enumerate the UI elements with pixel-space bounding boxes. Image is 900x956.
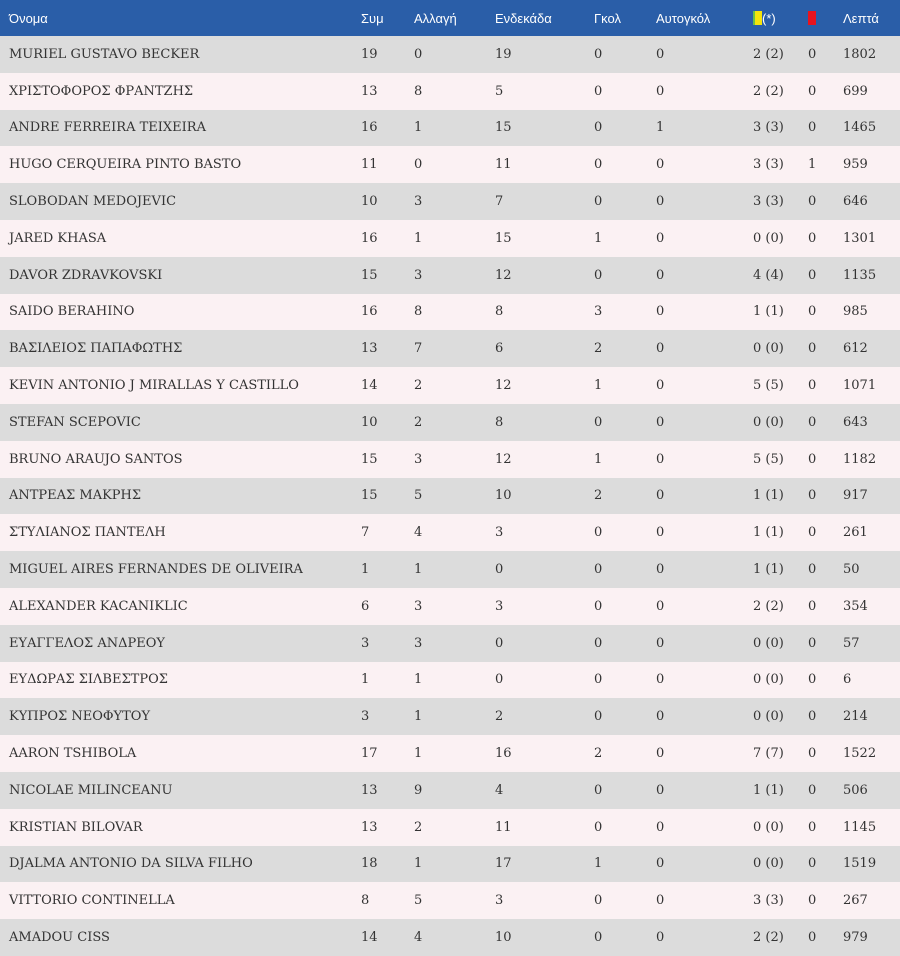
cell-name: ΧΡΙΣΤΟΦΟΡΟΣ ΦΡΑΝΤΖΗΣ xyxy=(9,83,194,99)
table-row xyxy=(0,478,900,515)
cell-own-goals: 0 xyxy=(656,341,665,357)
cell-goals: 1 xyxy=(594,230,603,246)
cell-subs: 2 xyxy=(414,414,423,430)
cell-goals: 3 xyxy=(594,304,603,320)
cell-subs: 9 xyxy=(414,782,423,798)
cell-red-cards: 0 xyxy=(808,672,817,688)
cell-starts: 0 xyxy=(495,635,504,651)
cell-yellow-cards: 2 (2) xyxy=(753,930,784,946)
table-row xyxy=(0,146,900,183)
cell-yellow-cards: 3 (3) xyxy=(753,157,784,173)
cell-goals: 0 xyxy=(594,525,603,541)
cell-red-cards: 0 xyxy=(808,856,817,872)
cell-own-goals: 0 xyxy=(656,893,665,909)
cell-own-goals: 0 xyxy=(656,819,665,835)
cell-own-goals: 1 xyxy=(656,120,665,136)
cell-name: KEVIN ANTONIO J MIRALLAS Y CASTILLO xyxy=(9,378,299,394)
cell-red-cards: 0 xyxy=(808,562,817,578)
cell-minutes: 354 xyxy=(843,598,868,614)
cell-red-cards: 0 xyxy=(808,598,817,614)
cell-own-goals: 0 xyxy=(656,672,665,688)
cell-apps: 14 xyxy=(361,378,378,394)
column-header-apps[interactable]: Συμ xyxy=(361,10,384,26)
cell-own-goals: 0 xyxy=(656,709,665,725)
cell-own-goals: 0 xyxy=(656,562,665,578)
cell-starts: 10 xyxy=(495,930,512,946)
cell-yellow-cards: 1 (1) xyxy=(753,782,784,798)
cell-yellow-cards: 5 (5) xyxy=(753,378,784,394)
cell-apps: 8 xyxy=(361,893,370,909)
cell-minutes: 612 xyxy=(843,341,868,357)
cell-starts: 15 xyxy=(495,120,512,136)
cell-goals: 2 xyxy=(594,341,603,357)
cell-red-cards: 0 xyxy=(808,120,817,136)
cell-goals: 0 xyxy=(594,562,603,578)
cell-apps: 11 xyxy=(361,157,378,173)
table-row xyxy=(0,441,900,478)
cell-apps: 10 xyxy=(361,194,378,210)
cell-goals: 0 xyxy=(594,46,603,62)
cell-minutes: 214 xyxy=(843,709,868,725)
cell-subs: 7 xyxy=(414,341,423,357)
table-row xyxy=(0,846,900,883)
cell-minutes: 959 xyxy=(843,157,868,173)
cell-goals: 0 xyxy=(594,930,603,946)
column-header-own-goals[interactable]: Αυτογκόλ xyxy=(656,10,711,26)
cell-minutes: 1465 xyxy=(843,120,877,136)
cell-red-cards: 0 xyxy=(808,414,817,430)
cell-starts: 4 xyxy=(495,782,504,798)
cell-apps: 13 xyxy=(361,782,378,798)
cell-yellow-cards: 5 (5) xyxy=(753,451,784,467)
cell-starts: 10 xyxy=(495,488,512,504)
column-header-yellow-cards[interactable] xyxy=(753,0,808,36)
cell-starts: 0 xyxy=(495,672,504,688)
cell-name: HUGO CERQUEIRA PINTO BASTO xyxy=(9,157,242,173)
cell-starts: 8 xyxy=(495,414,504,430)
cell-minutes: 1182 xyxy=(843,451,877,467)
cell-minutes: 917 xyxy=(843,488,868,504)
yellow-header-suffix: (*) xyxy=(762,10,776,26)
cell-own-goals: 0 xyxy=(656,157,665,173)
cell-name: AMADOU CISS xyxy=(9,930,110,946)
cell-apps: 15 xyxy=(361,488,378,504)
cell-minutes: 1519 xyxy=(843,856,877,872)
cell-goals: 0 xyxy=(594,819,603,835)
cell-subs: 4 xyxy=(414,930,423,946)
cell-name: KRISTIAN BILOVAR xyxy=(9,819,143,835)
table-row xyxy=(0,514,900,551)
table-row xyxy=(0,404,900,441)
red-card-icon xyxy=(808,11,816,25)
cell-red-cards: 0 xyxy=(808,230,817,246)
cell-starts: 15 xyxy=(495,230,512,246)
table-row xyxy=(0,294,900,331)
table-row xyxy=(0,809,900,846)
table-row xyxy=(0,110,900,147)
cell-own-goals: 0 xyxy=(656,525,665,541)
cell-yellow-cards: 1 (1) xyxy=(753,525,784,541)
cell-red-cards: 0 xyxy=(808,451,817,467)
cell-minutes: 1301 xyxy=(843,230,877,246)
cell-goals: 0 xyxy=(594,782,603,798)
table-body xyxy=(0,36,900,956)
cell-subs: 1 xyxy=(414,120,423,136)
table-header xyxy=(0,0,900,36)
cell-starts: 7 xyxy=(495,194,504,210)
cell-red-cards: 0 xyxy=(808,709,817,725)
cell-yellow-cards: 0 (0) xyxy=(753,635,784,651)
cell-red-cards: 0 xyxy=(808,267,817,283)
cell-subs: 0 xyxy=(414,157,423,173)
cell-own-goals: 0 xyxy=(656,746,665,762)
cell-subs: 1 xyxy=(414,746,423,762)
cell-starts: 19 xyxy=(495,46,512,62)
table-row xyxy=(0,588,900,625)
cell-red-cards: 1 xyxy=(808,157,817,173)
cell-goals: 0 xyxy=(594,120,603,136)
cell-yellow-cards: 2 (2) xyxy=(753,83,784,99)
table-row xyxy=(0,220,900,257)
cell-apps: 19 xyxy=(361,46,378,62)
cell-own-goals: 0 xyxy=(656,488,665,504)
cell-own-goals: 0 xyxy=(656,856,665,872)
cell-goals: 0 xyxy=(594,672,603,688)
cell-subs: 1 xyxy=(414,230,423,246)
cell-own-goals: 0 xyxy=(656,304,665,320)
cell-name: ALEXANDER KACANIKLIC xyxy=(9,598,188,614)
cell-red-cards: 0 xyxy=(808,488,817,504)
cell-subs: 8 xyxy=(414,83,423,99)
cell-own-goals: 0 xyxy=(656,378,665,394)
cell-starts: 5 xyxy=(495,83,504,99)
cell-name: DAVOR ZDRAVKOVSKI xyxy=(9,267,163,283)
cell-minutes: 1802 xyxy=(843,46,877,62)
cell-subs: 8 xyxy=(414,304,423,320)
cell-minutes: 57 xyxy=(843,635,860,651)
cell-goals: 1 xyxy=(594,451,603,467)
cell-yellow-cards: 1 (1) xyxy=(753,562,784,578)
cell-name: MURIEL GUSTAVO BECKER xyxy=(9,46,200,62)
cell-red-cards: 0 xyxy=(808,930,817,946)
cell-name: DJALMA ANTONIO DA SILVA FILHO xyxy=(9,856,253,872)
cell-red-cards: 0 xyxy=(808,304,817,320)
cell-name: ANDRE FERREIRA TEIXEIRA xyxy=(9,120,206,136)
table-row xyxy=(0,73,900,110)
cell-red-cards: 0 xyxy=(808,341,817,357)
cell-own-goals: 0 xyxy=(656,930,665,946)
cell-yellow-cards: 2 (2) xyxy=(753,598,784,614)
cell-own-goals: 0 xyxy=(656,451,665,467)
column-header-minutes[interactable]: Λεπτά xyxy=(843,10,879,26)
cell-red-cards: 0 xyxy=(808,83,817,99)
cell-name: ΒΑΣΙΛΕΙΟΣ ΠΑΠΑΦΩΤΗΣ xyxy=(9,341,183,357)
cell-goals: 0 xyxy=(594,83,603,99)
yellow-card-icon xyxy=(753,11,762,25)
cell-apps: 3 xyxy=(361,635,370,651)
table-row xyxy=(0,882,900,919)
cell-red-cards: 0 xyxy=(808,893,817,909)
cell-subs: 1 xyxy=(414,856,423,872)
cell-apps: 13 xyxy=(361,819,378,835)
cell-apps: 15 xyxy=(361,451,378,467)
cell-yellow-cards: 1 (1) xyxy=(753,488,784,504)
cell-red-cards: 0 xyxy=(808,746,817,762)
cell-apps: 16 xyxy=(361,120,378,136)
cell-goals: 0 xyxy=(594,267,603,283)
cell-yellow-cards: 2 (2) xyxy=(753,46,784,62)
cell-apps: 17 xyxy=(361,746,378,762)
cell-starts: 12 xyxy=(495,267,512,283)
cell-name: BRUNO ARAUJO SANTOS xyxy=(9,451,183,467)
cell-yellow-cards: 7 (7) xyxy=(753,746,784,762)
cell-apps: 7 xyxy=(361,525,370,541)
cell-apps: 16 xyxy=(361,304,378,320)
cell-yellow-cards: 3 (3) xyxy=(753,893,784,909)
cell-minutes: 643 xyxy=(843,414,868,430)
table-row xyxy=(0,772,900,809)
cell-name: ΕΥΔΩΡΑΣ ΣΙΛΒΕΣΤΡΟΣ xyxy=(9,672,168,688)
cell-goals: 2 xyxy=(594,746,603,762)
cell-goals: 0 xyxy=(594,635,603,651)
cell-starts: 16 xyxy=(495,746,512,762)
cell-subs: 3 xyxy=(414,635,423,651)
table-row xyxy=(0,625,900,662)
cell-name: ΚΥΠΡΟΣ ΝΕΟΦΥΤΟΥ xyxy=(9,709,151,725)
cell-minutes: 985 xyxy=(843,304,868,320)
cell-starts: 11 xyxy=(495,157,512,173)
column-header-subs[interactable]: Αλλαγή xyxy=(414,10,457,26)
cell-subs: 0 xyxy=(414,46,423,62)
cell-apps: 13 xyxy=(361,341,378,357)
cell-subs: 2 xyxy=(414,378,423,394)
cell-yellow-cards: 3 (3) xyxy=(753,194,784,210)
table-row xyxy=(0,551,900,588)
table-row xyxy=(0,36,900,73)
cell-own-goals: 0 xyxy=(656,267,665,283)
cell-name: SAIDO BERAHINO xyxy=(9,304,135,320)
cell-minutes: 261 xyxy=(843,525,868,541)
cell-minutes: 1522 xyxy=(843,746,877,762)
cell-yellow-cards: 0 (0) xyxy=(753,819,784,835)
column-header-starts[interactable]: Ενδεκάδα xyxy=(495,10,552,26)
cell-minutes: 50 xyxy=(843,562,860,578)
cell-name: ΑΝΤΡΕΑΣ ΜΑΚΡΗΣ xyxy=(9,488,142,504)
cell-starts: 3 xyxy=(495,525,504,541)
cell-starts: 0 xyxy=(495,562,504,578)
cell-name: ΕΥΑΓΓΕΛΟΣ ΑΝΔΡΕΟΥ xyxy=(9,635,165,651)
cell-apps: 10 xyxy=(361,414,378,430)
cell-goals: 2 xyxy=(594,488,603,504)
cell-apps: 18 xyxy=(361,856,378,872)
cell-own-goals: 0 xyxy=(656,194,665,210)
cell-minutes: 979 xyxy=(843,930,868,946)
cell-starts: 3 xyxy=(495,598,504,614)
cell-minutes: 1135 xyxy=(843,267,877,283)
cell-yellow-cards: 0 (0) xyxy=(753,230,784,246)
cell-subs: 1 xyxy=(414,562,423,578)
cell-starts: 6 xyxy=(495,341,504,357)
cell-red-cards: 0 xyxy=(808,378,817,394)
cell-goals: 1 xyxy=(594,378,603,394)
cell-goals: 0 xyxy=(594,598,603,614)
table-row xyxy=(0,367,900,404)
cell-subs: 5 xyxy=(414,893,423,909)
cell-goals: 0 xyxy=(594,194,603,210)
cell-subs: 3 xyxy=(414,451,423,467)
cell-name: SLOBODAN MEDOJEVIC xyxy=(9,194,177,210)
cell-red-cards: 0 xyxy=(808,635,817,651)
cell-name: MIGUEL AIRES FERNANDES DE OLIVEIRA xyxy=(9,562,303,578)
cell-goals: 1 xyxy=(594,856,603,872)
cell-name: JARED KHASA xyxy=(9,230,107,246)
cell-yellow-cards: 1 (1) xyxy=(753,304,784,320)
cell-own-goals: 0 xyxy=(656,230,665,246)
cell-subs: 2 xyxy=(414,819,423,835)
cell-subs: 1 xyxy=(414,709,423,725)
table-row xyxy=(0,257,900,294)
cell-subs: 1 xyxy=(414,672,423,688)
cell-starts: 12 xyxy=(495,451,512,467)
cell-starts: 2 xyxy=(495,709,504,725)
cell-minutes: 699 xyxy=(843,83,868,99)
cell-red-cards: 0 xyxy=(808,194,817,210)
table-row xyxy=(0,662,900,699)
cell-apps: 13 xyxy=(361,83,378,99)
cell-minutes: 646 xyxy=(843,194,868,210)
table-row xyxy=(0,698,900,735)
cell-yellow-cards: 0 (0) xyxy=(753,672,784,688)
cell-subs: 4 xyxy=(414,525,423,541)
cell-apps: 6 xyxy=(361,598,370,614)
table-row xyxy=(0,330,900,367)
cell-minutes: 6 xyxy=(843,672,852,688)
cell-minutes: 267 xyxy=(843,893,868,909)
table-row xyxy=(0,919,900,956)
cell-starts: 17 xyxy=(495,856,512,872)
cell-yellow-cards: 4 (4) xyxy=(753,267,784,283)
cell-yellow-cards: 3 (3) xyxy=(753,120,784,136)
cell-apps: 14 xyxy=(361,930,378,946)
table-row xyxy=(0,183,900,220)
cell-goals: 0 xyxy=(594,893,603,909)
cell-yellow-cards: 0 (0) xyxy=(753,856,784,872)
cell-apps: 3 xyxy=(361,709,370,725)
cell-own-goals: 0 xyxy=(656,782,665,798)
cell-red-cards: 0 xyxy=(808,46,817,62)
cell-starts: 3 xyxy=(495,893,504,909)
cell-goals: 0 xyxy=(594,157,603,173)
cell-apps: 1 xyxy=(361,672,370,688)
cell-minutes: 1145 xyxy=(843,819,877,835)
cell-starts: 11 xyxy=(495,819,512,835)
cell-own-goals: 0 xyxy=(656,414,665,430)
cell-minutes: 506 xyxy=(843,782,868,798)
cell-yellow-cards: 0 (0) xyxy=(753,341,784,357)
cell-name: ΣΤΥΛΙΑΝΟΣ ΠΑΝΤΕΛΗ xyxy=(9,525,166,541)
column-header-goals[interactable]: Γκολ xyxy=(594,10,621,26)
cell-own-goals: 0 xyxy=(656,598,665,614)
cell-apps: 15 xyxy=(361,267,378,283)
cell-name: VITTORIO CONTINELLA xyxy=(9,893,175,909)
cell-subs: 3 xyxy=(414,598,423,614)
column-header-name[interactable]: Όνομα xyxy=(9,10,48,26)
cell-minutes: 1071 xyxy=(843,378,877,394)
cell-starts: 8 xyxy=(495,304,504,320)
cell-subs: 3 xyxy=(414,267,423,283)
cell-apps: 1 xyxy=(361,562,370,578)
cell-starts: 12 xyxy=(495,378,512,394)
cell-name: STEFAN SCEPOVIC xyxy=(9,414,141,430)
cell-yellow-cards: 0 (0) xyxy=(753,414,784,430)
header-row xyxy=(0,0,900,36)
cell-own-goals: 0 xyxy=(656,46,665,62)
cell-own-goals: 0 xyxy=(656,635,665,651)
cell-red-cards: 0 xyxy=(808,525,817,541)
cell-goals: 0 xyxy=(594,414,603,430)
cell-name: AARON TSHIBOLA xyxy=(9,746,137,762)
cell-yellow-cards: 0 (0) xyxy=(753,709,784,725)
cell-red-cards: 0 xyxy=(808,819,817,835)
cell-apps: 16 xyxy=(361,230,378,246)
column-header-red-cards[interactable] xyxy=(808,0,843,36)
cell-own-goals: 0 xyxy=(656,83,665,99)
table-row xyxy=(0,735,900,772)
cell-subs: 5 xyxy=(414,488,423,504)
cell-red-cards: 0 xyxy=(808,782,817,798)
cell-subs: 3 xyxy=(414,194,423,210)
cell-name: NICOLAE MILINCEANU xyxy=(9,782,173,798)
cell-goals: 0 xyxy=(594,709,603,725)
